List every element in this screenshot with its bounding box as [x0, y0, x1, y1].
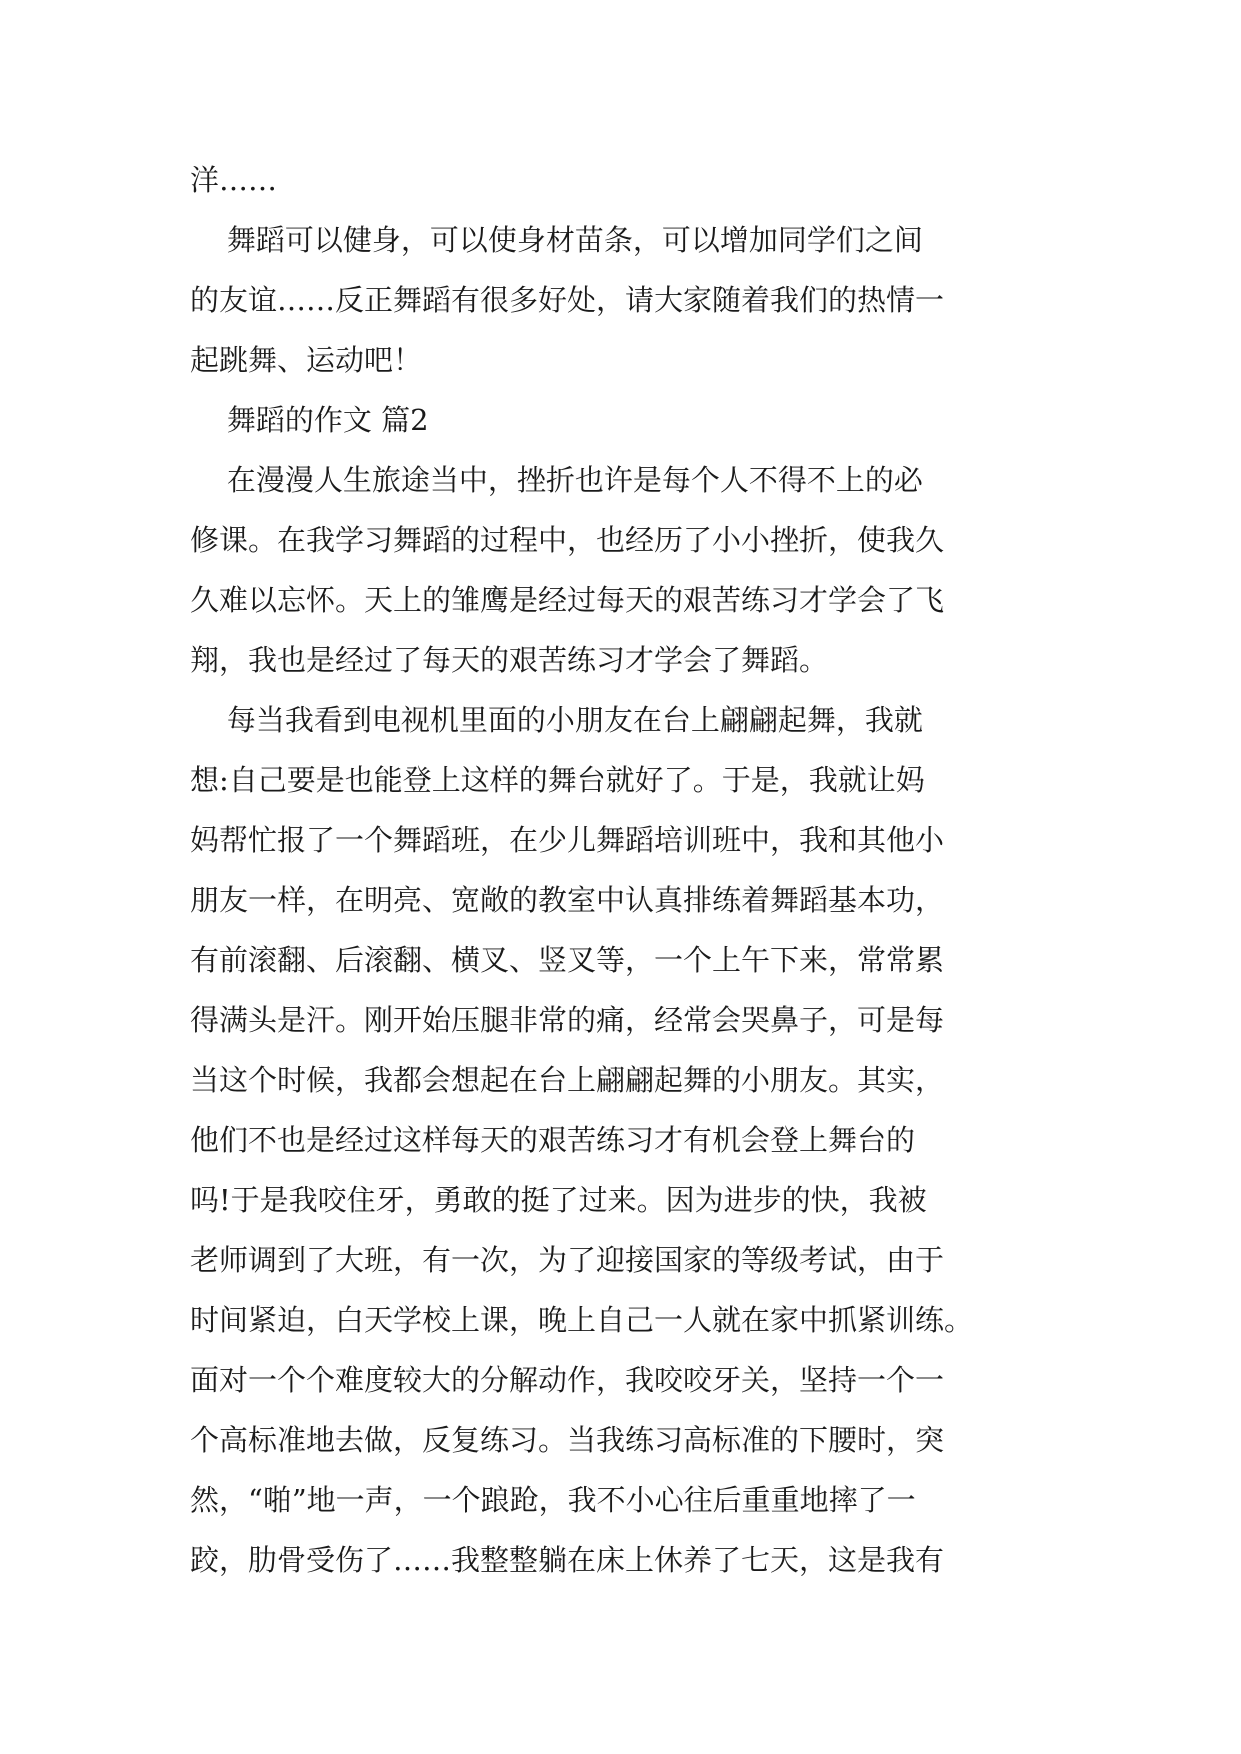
- section-heading: 舞蹈的作文 篇2: [190, 403, 429, 437]
- text-line: 妈帮忙报了一个舞蹈班，在少儿舞蹈培训班中，我和其他小: [190, 823, 945, 857]
- text-line: 得满头是汗。刚开始压腿非常的痛，经常会哭鼻子，可是每: [190, 1003, 945, 1037]
- text-line: 的友谊……反正舞蹈有很多好处，请大家随着我们的热情一: [190, 283, 945, 317]
- text-line: 跤，肋骨受伤了……我整整躺在床上休养了七天，这是我有: [190, 1543, 945, 1577]
- text-line: 修课。在我学习舞蹈的过程中，也经历了小小挫折，使我久: [190, 523, 945, 557]
- text-line: 每当我看到电视机里面的小朋友在台上翩翩起舞，我就: [190, 703, 923, 737]
- text-line: 面对一个个难度较大的分解动作，我咬咬牙关，坚持一个一: [190, 1363, 945, 1397]
- text-line: 老师调到了大班，有一次，为了迎接国家的等级考试，由于: [190, 1243, 945, 1277]
- text-line: 当这个时候，我都会想起在台上翩翩起舞的小朋友。其实，: [190, 1063, 945, 1097]
- text-line: 在漫漫人生旅途当中，挫折也许是每个人不得不上的必: [190, 463, 923, 497]
- text-line: 有前滚翻、后滚翻、横叉、竖叉等，一个上午下来，常常累: [190, 943, 945, 977]
- text-line: 吗!于是我咬住牙，勇敢的挺了过来。因为进步的快，我被: [190, 1183, 927, 1217]
- text-line: 想:自己要是也能登上这样的舞台就好了。于是，我就让妈: [190, 763, 925, 797]
- text-line: 时间紧迫，白天学校上课，晚上自己一人就在家中抓紧训练。: [190, 1303, 974, 1337]
- text-line: 起跳舞、运动吧！: [190, 343, 423, 377]
- text-line: 翔，我也是经过了每天的艰苦练习才学会了舞蹈。: [190, 643, 829, 677]
- document-page: [190, 150, 1050, 1590]
- text-line: 他们不也是经过这样每天的艰苦练习才有机会登上舞台的: [190, 1123, 916, 1157]
- text-line: 朋友一样，在明亮、宽敞的教室中认真排练着舞蹈基本功，: [190, 883, 945, 917]
- text-line: 洋……: [190, 163, 278, 197]
- text-line: 舞蹈可以健身，可以使身材苗条，可以增加同学们之间: [190, 223, 923, 257]
- text-line: 个高标准地去做，反复练习。当我练习高标准的下腰时，突: [190, 1423, 945, 1457]
- text-line: 久难以忘怀。天上的雏鹰是经过每天的艰苦练习才学会了飞: [190, 583, 945, 617]
- text-line: 然，“啪”地一声，一个踉跄，我不小心往后重重地摔了一: [190, 1483, 916, 1517]
